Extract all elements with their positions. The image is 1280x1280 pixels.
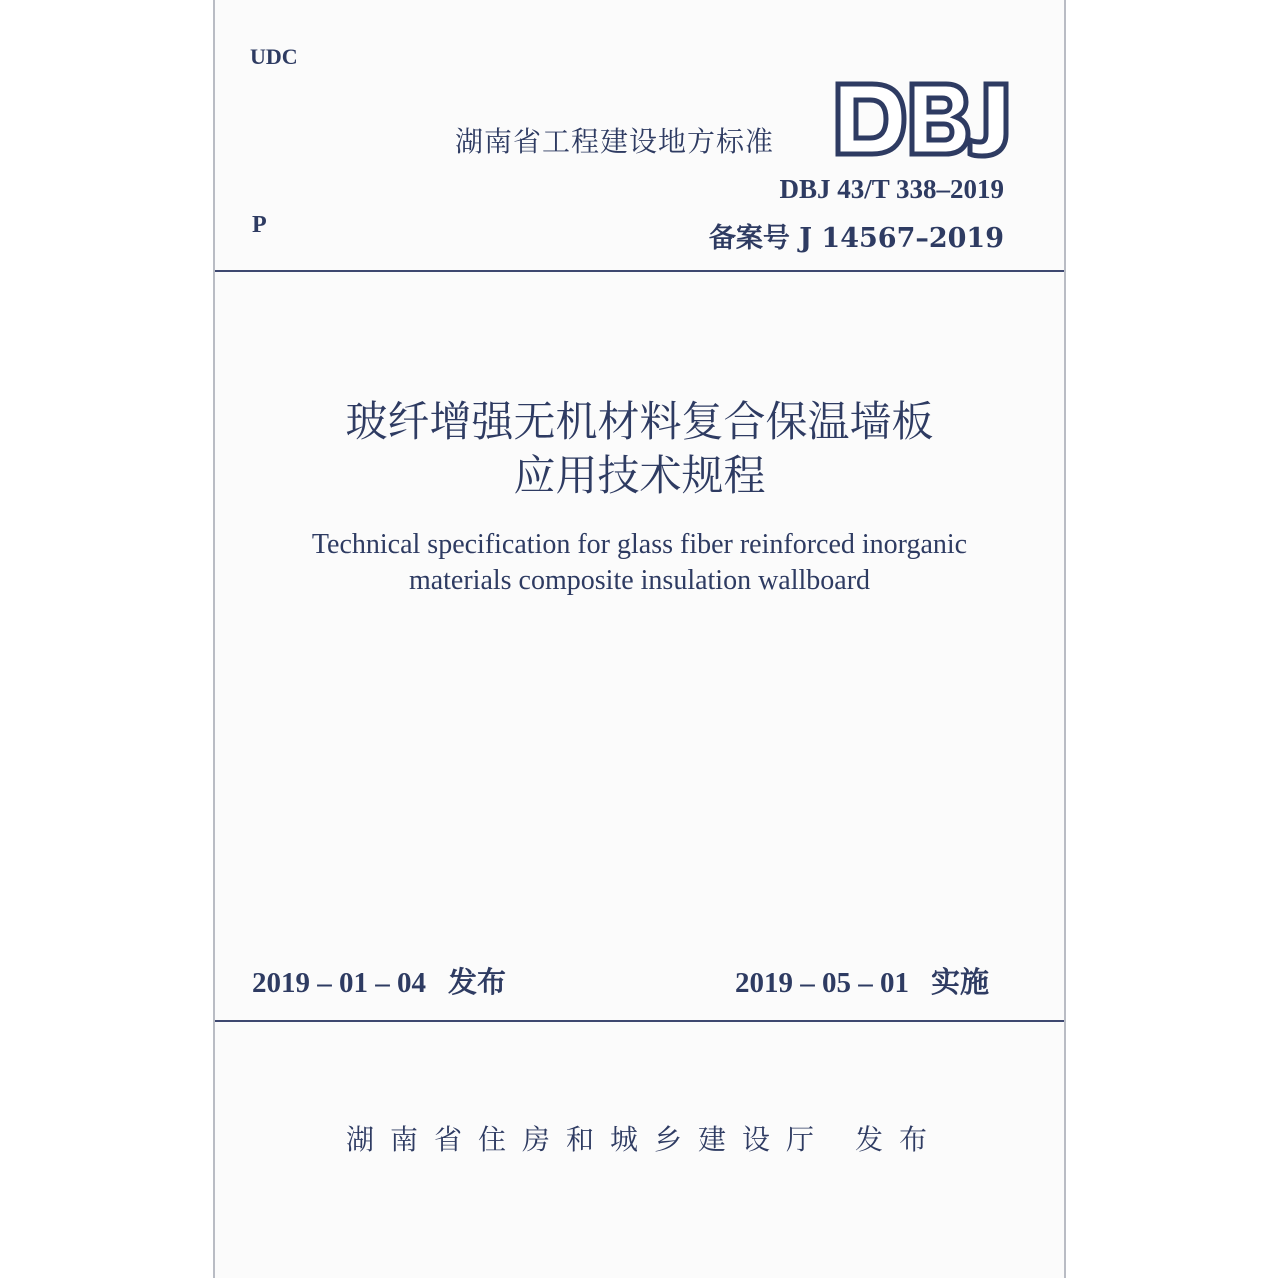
chinese-title-line-2: 应用技术规程 xyxy=(513,451,766,500)
publisher: 湖南省住房和城乡建设厅 发布 xyxy=(346,1123,943,1156)
issue-date: 2019 – 01 – 04 xyxy=(252,967,426,999)
bottom-divider xyxy=(215,1020,1064,1022)
standard-code: DBJ 43/T 338–2019 xyxy=(779,174,1004,204)
issue-label: 发布 xyxy=(448,965,507,999)
standard-cover xyxy=(213,0,1066,1278)
english-title-line-2: materials composite insulation wallboard xyxy=(408,565,871,596)
implement-label: 实施 xyxy=(931,965,990,999)
chinese-title-line-1: 玻纤增强无机材料复合保温墙板 xyxy=(345,397,934,446)
record-number: 备案号 J 14567–2019 xyxy=(708,223,1004,254)
implement-date-block xyxy=(735,960,989,1001)
local-standard-label: 湖南省工程建设地方标准 xyxy=(455,125,775,158)
category-letter: P xyxy=(252,212,267,238)
issue-date-block xyxy=(252,960,506,1001)
implement-date: 2019 – 05 – 01 xyxy=(735,967,909,999)
dbj-logo xyxy=(832,78,1012,160)
top-divider xyxy=(215,270,1064,272)
english-title-line-1: Technical specification for glass fiber reinforced inorganic xyxy=(311,529,968,560)
udc-label: UDC xyxy=(250,44,298,69)
